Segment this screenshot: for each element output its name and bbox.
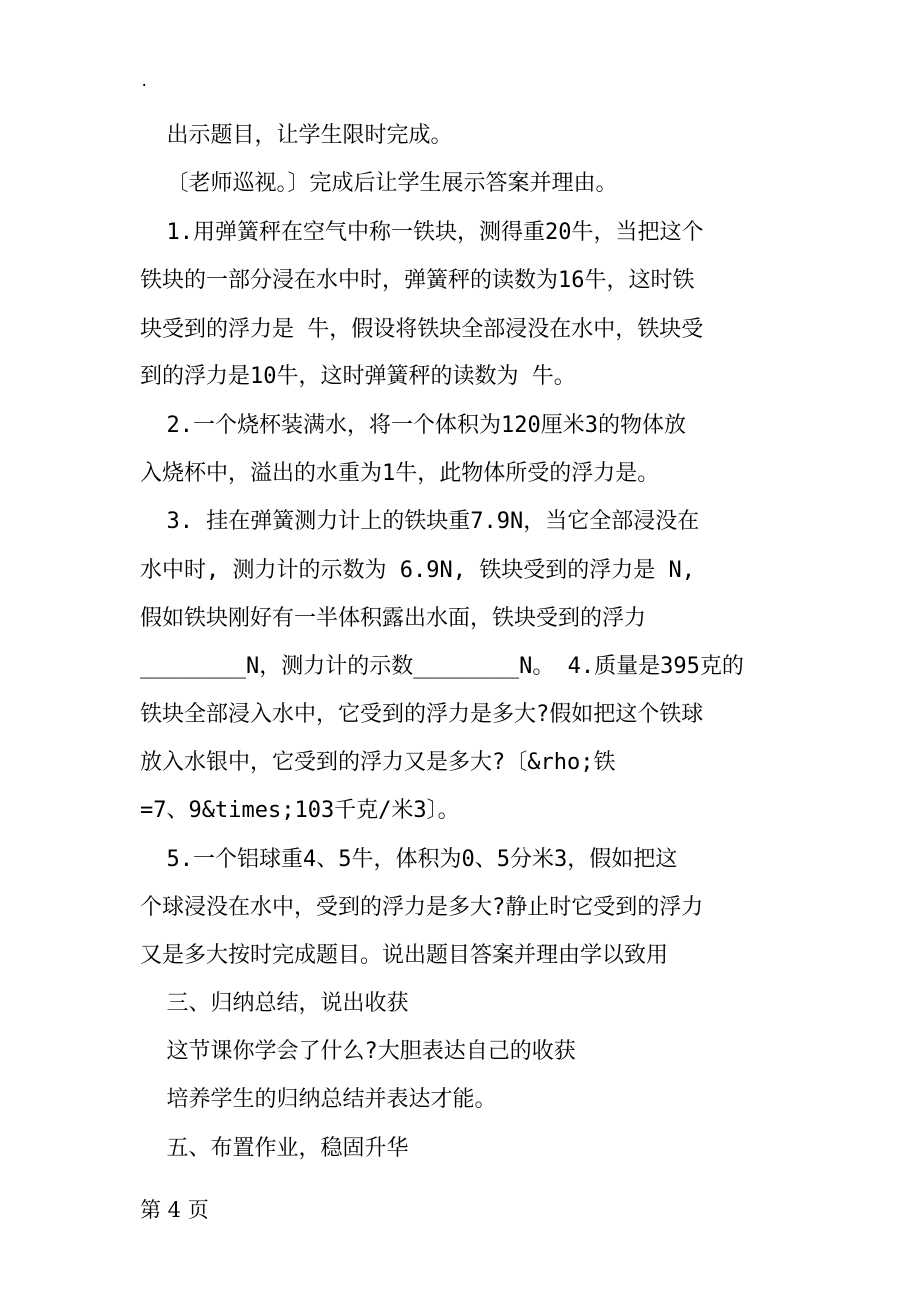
text-line-14: 放入水银中，它受到的浮力又是多大?〔&rho;铁 bbox=[140, 750, 616, 775]
text-line-10: 水中时, 测力计的示数为 6.9N, 铁块受到的浮力是 N, bbox=[140, 558, 695, 583]
text-line-5: 块受到的浮力是 牛，假设将铁块全部浸没在水中，铁块受 bbox=[140, 317, 704, 342]
text-line-22: 五、布置作业，稳固升华 bbox=[140, 1136, 409, 1161]
text-line-15: =7、9&times;103千克/米3〕。 bbox=[140, 798, 460, 823]
text-line-12: ________N，测力计的示数________N。 4.质量是395克的 bbox=[140, 654, 744, 679]
text-line-9: 3. 挂在弹簧测力计上的铁块重7.9N，当它全部浸没在 bbox=[140, 509, 700, 534]
text-line-2: 〔老师巡视。〕完成后让学生展示答案并理由。 bbox=[140, 171, 618, 196]
text-line-1: 出示题目，让学生限时完成。 bbox=[140, 123, 453, 148]
text-line-13: 铁块全部浸入水中，它受到的浮力是多大?假如把这个铁球 bbox=[140, 702, 704, 727]
page-number: 第 4 页 bbox=[140, 1198, 209, 1222]
text-line-6: 到的浮力是10牛，这时弹簧秤的读数为 牛。 bbox=[140, 364, 576, 389]
page-marker: · bbox=[140, 78, 149, 94]
text-line-8: 入烧杯中，溢出的水重为1牛，此物体所受的浮力是。 bbox=[140, 461, 660, 486]
text-line-19: 三、归纳总结，说出收获 bbox=[140, 991, 409, 1016]
text-line-11: 假如铁块刚好有一半体积露出水面，铁块受到的浮力 bbox=[140, 606, 647, 631]
text-line-20: 这节课你学会了什么?大胆表达自己的收获 bbox=[140, 1039, 576, 1064]
text-line-3: 1.用弹簧秤在空气中称一铁块，测得重20牛，当把这个 bbox=[140, 220, 704, 245]
text-line-4: 铁块的一部分浸在水中时，弹簧秤的读数为16牛，这时铁 bbox=[140, 268, 695, 293]
text-line-16: 5.一个铝球重4、5牛，体积为0、5分米3，假如把这 bbox=[140, 847, 678, 872]
text-line-7: 2.一个烧杯装满水，将一个体积为120厘米3的物体放 bbox=[140, 413, 686, 438]
text-line-18: 又是多大按时完成题目。说出题目答案并理由学以致用 bbox=[140, 943, 669, 968]
text-line-21: 培养学生的归纳总结并表达才能。 bbox=[140, 1087, 497, 1112]
text-line-17: 个球浸没在水中，受到的浮力是多大?静止时它受到的浮力 bbox=[140, 895, 704, 920]
